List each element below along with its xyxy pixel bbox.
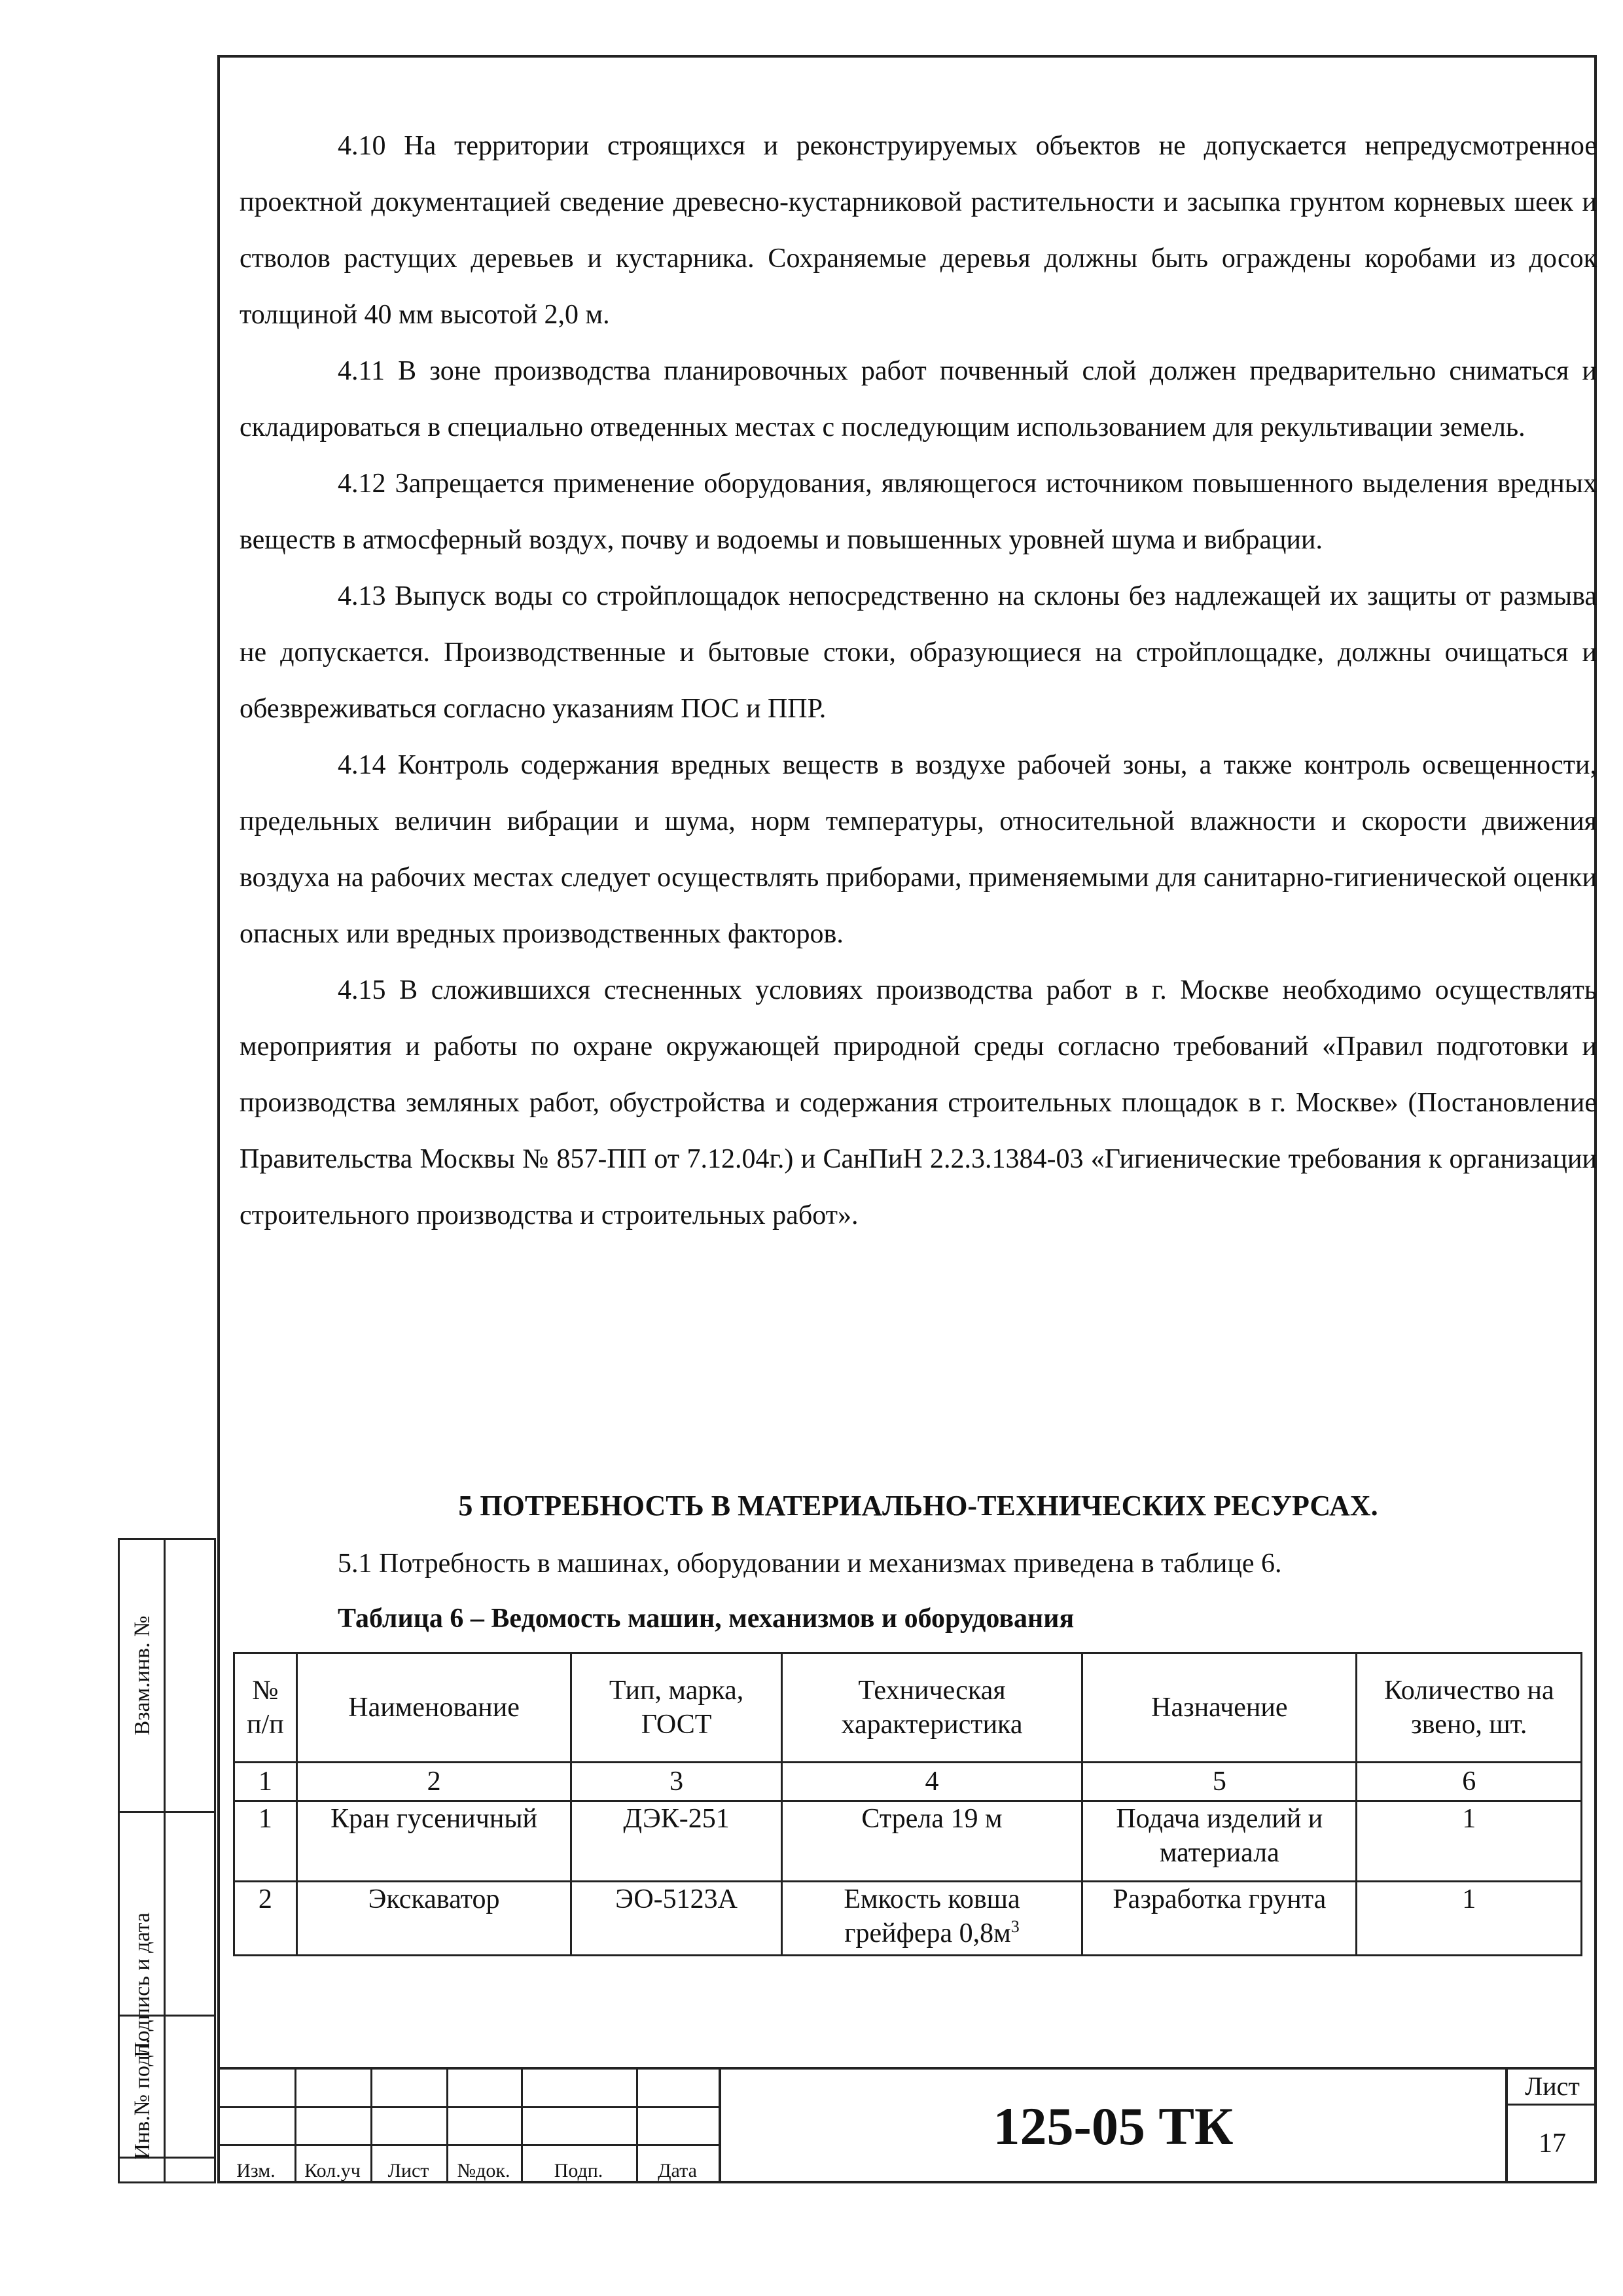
row-qty: 1 <box>1357 1882 1582 1956</box>
table-row <box>234 1882 1582 1956</box>
paragraph-4-14: 4.14 Контроль содержания вредных веществ в воздухе рабочей зоны, а также контроль освещенности, предельных величин вибрации и шума, норм температуры, относительной влажности и скорости движения воздуха на рабочих местах следует осуществлять приборами, применяемыми для санитарно-гигиенической оценки опасных или вредных производственных факторов. <box>240 750 1597 949</box>
paragraph-4-11: 4.11 В зоне производства планировочных работ почвенный слой должен предварительно сниматься и складироваться в специально отведенных местах с последующим использованием для рекультивации земель. <box>240 356 1597 442</box>
row-spec-superscript: 3 <box>1010 1917 1020 1936</box>
side-cell-inv-podl <box>118 2015 216 2183</box>
side-cell-zam-inv <box>118 1538 216 1813</box>
revision-grid <box>217 2070 721 2183</box>
label-data: Дата <box>658 2160 697 2181</box>
side-label-sign-date: Подпись и дата <box>130 1912 154 2058</box>
header-name: Наименование <box>296 1653 571 1763</box>
header-purpose: Назначение <box>1082 1653 1357 1763</box>
header-num: № п/п <box>234 1653 297 1763</box>
row-purpose: Подача изделий и материала <box>1082 1801 1357 1882</box>
table-row <box>234 1801 1582 1882</box>
label-podp: Подп. <box>554 2160 603 2181</box>
header-qty: Количество на звено, шт. <box>1357 1653 1582 1763</box>
paragraph-4-15: 4.15 В сложившихся стесненных условиях производства работ в г. Москве необходимо осуществлять мероприятия и работы по охране окружающей природной среды согласно требований «Правил подготовки и производства земляных работ, обустройства и содержания строительных площадок в г. Москве» (Постановление Правительства Москвы № 857-ПП от 7.12.04г.) и СанПиН 2.2.3.1384-03 «Гигиенические требования к организации строительного производства и строительных работ». <box>240 975 1597 1230</box>
header-spec: Техническая характеристика <box>781 1653 1082 1763</box>
row-spec-text: Емкость ковша грейфера 0,8м <box>844 1884 1020 1948</box>
side-label-inv-podl: Инв.№ подл. <box>130 2038 154 2160</box>
paragraph-4-13: 4.13 Выпуск воды со стройплощадок непосредственно на склоны без надлежащей их защиты от размыва не допускается. Производственные и бытовые стоки, образующиеся на стройплощадке, должны очищаться и обезвреживаться согласно указаниям ПОС и ППР. <box>240 581 1597 724</box>
paragraph-4-10: 4.10 На территории строящихся и реконструируемых объектов не допускается непредусмотренное проектной документацией сведение древесно-кустарниковой растительности и засыпка грунтом корневых шеек и стволов растущих деревьев и кустарника. Сохраняемые деревья должны быть ограждены коробами из досок толщиной 40 мм высотой 2,0 м. <box>240 131 1597 330</box>
side-label-zam-inv: Взам.инв. № <box>130 1615 154 1736</box>
row-purpose: Разработка грунта <box>1082 1882 1357 1956</box>
body-text <box>240 118 1597 1244</box>
table-header-row <box>234 1653 1582 1763</box>
index-cell: 6 <box>1357 1763 1582 1801</box>
table-index-row <box>234 1763 1582 1801</box>
label-izm: Изм. <box>236 2160 276 2181</box>
index-cell: 2 <box>296 1763 571 1801</box>
label-ndok: №док. <box>457 2160 510 2181</box>
document-code: 125-05 ТК <box>993 2096 1234 2156</box>
sheet-box <box>1505 2070 1597 2183</box>
index-cell: 4 <box>781 1763 1082 1801</box>
title-block <box>217 2067 1597 2183</box>
row-type: ДЭК-251 <box>571 1801 782 1882</box>
row-name: Кран гусеничный <box>296 1801 571 1882</box>
row-type: ЭО-5123А <box>571 1882 782 1956</box>
equipment-table <box>233 1652 1582 1956</box>
label-list: Лист <box>387 2160 429 2181</box>
sheet-number: 17 <box>1539 2128 1566 2159</box>
index-cell: 3 <box>571 1763 782 1801</box>
index-cell: 5 <box>1082 1763 1357 1801</box>
index-cell: 1 <box>234 1763 297 1801</box>
row-spec: Стрела 19 м <box>781 1801 1082 1882</box>
row-spec <box>781 1882 1082 1956</box>
section-title: 5 ПОТРЕБНОСТЬ В МАТЕРИАЛЬНО-ТЕХНИЧЕСКИХ РЕСУРСАХ. <box>458 1490 1378 1522</box>
paragraph-4-12: 4.12 Запрещается применение оборудования, являющегося источником повышенного выделения вредных веществ в атмосферный воздух, почву и водоемы и повышенных уровней шума и вибрации. <box>240 469 1597 555</box>
row-num: 2 <box>234 1882 297 1956</box>
intro-text: 5.1 Потребность в машинах, оборудовании и механизмах приведена в таблице 6. <box>338 1549 1282 1579</box>
sheet-label: Лист <box>1508 2070 1597 2106</box>
row-num: 1 <box>234 1801 297 1882</box>
table-caption: Таблица 6 – Ведомость машин, механизмов и оборудования <box>338 1604 1075 1634</box>
header-type: Тип, марка, ГОСТ <box>571 1653 782 1763</box>
row-name: Экскаватор <box>296 1882 571 1956</box>
label-kol-uch: Кол.уч <box>304 2160 361 2181</box>
row-qty: 1 <box>1357 1801 1582 1882</box>
